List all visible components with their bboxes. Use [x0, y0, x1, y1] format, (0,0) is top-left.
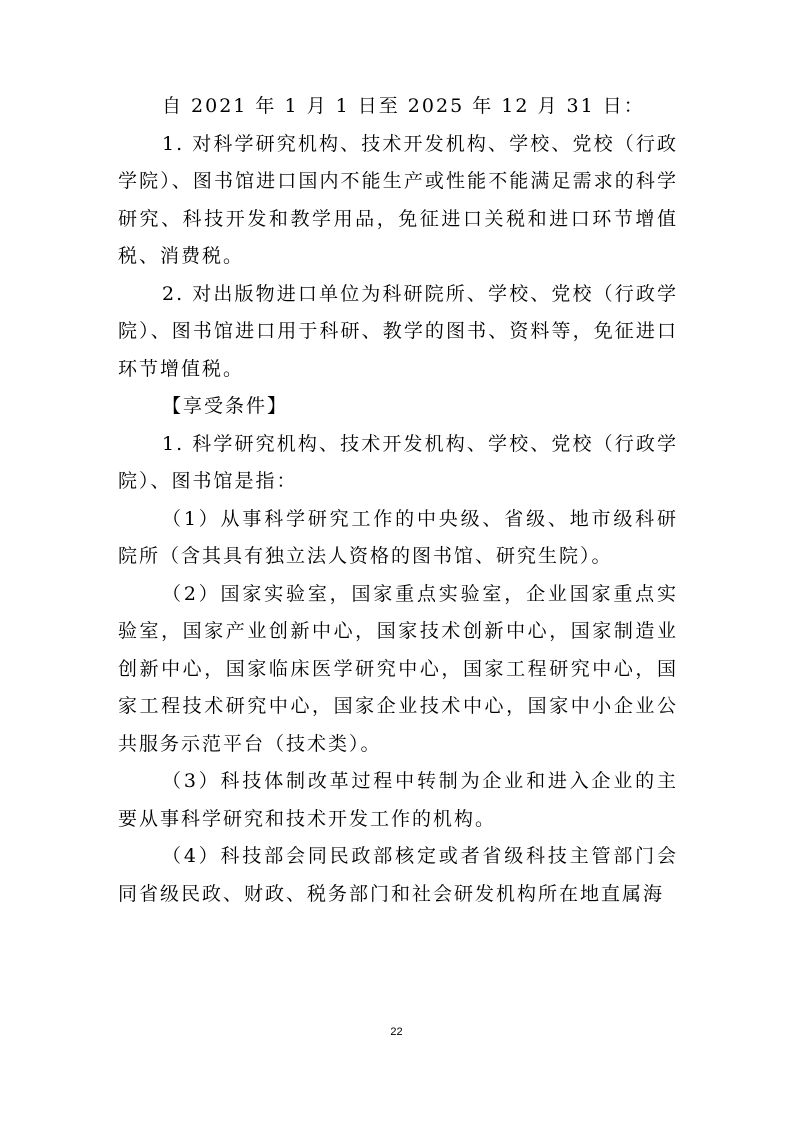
paragraph-date-range: 自 2021 年 1 月 1 日至 2025 年 12 月 31 日： [162, 95, 645, 117]
paragraph-subitem-2: （2）国家实验室，国家重点实验室，企业国家重点实验室，国家产业创新中心，国家技术创新中心，国家制造业创新中心，国家临床医学研究中心，国家工程研究中心，国家工程技术研究中心，国家企业技术中心，国家中小企业公共服务示范平台（技术类）。 [118, 582, 678, 755]
paragraph-subitem-4: （4）科技部会同民政部核定或者省级科技主管部门会同省级民政、财政、税务部门和社会研发机构所在地直属海 [118, 845, 678, 905]
page-number: 22 [390, 1026, 403, 1038]
paragraph-condition-1: 1. 科学研究机构、技术开发机构、学校、党校（行政学院）、图书馆是指： [118, 432, 678, 492]
paragraph-subitem-1: （1）从事科学研究工作的中央级、省级、地市级科研院所（含其具有独立法人资格的图书馆、研究生院）。 [118, 507, 678, 567]
paragraph-subitem-3: （3）科技体制改革过程中转制为企业和进入企业的主要从事科学研究和技术开发工作的机构。 [118, 770, 678, 830]
document-body [118, 88, 678, 913]
paragraph-item-1: 1. 对科学研究机构、技术开发机构、学校、党校（行政学院）、图书馆进口国内不能生产或性能不能满足需求的科学研究、科技开发和教学用品，免征进口关税和进口环节增值税、消费税。 [118, 132, 678, 267]
paragraph-item-2: 2. 对出版物进口单位为科研院所、学校、党校（行政学院）、图书馆进口用于科研、教学的图书、资料等，免征进口环节增值税。 [118, 282, 678, 380]
section-heading-conditions: 【享受条件】 [162, 395, 289, 417]
